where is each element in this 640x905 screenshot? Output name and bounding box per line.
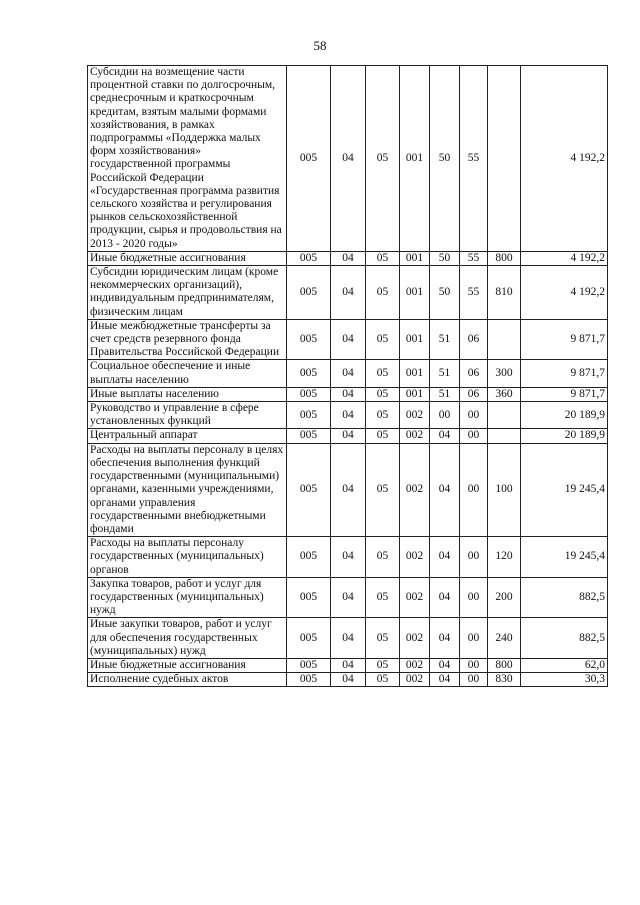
row-name: Иные межбюджетные трансферты за счет средств резервного фонда Правительства Российской Федерации <box>88 319 287 360</box>
amount: 4 192,2 <box>521 66 608 252</box>
target-article-part3: 00 <box>460 429 488 443</box>
row-name: Иные выплаты населению <box>88 387 287 401</box>
target-article-part1: 001 <box>400 251 430 265</box>
ministry-code: 005 <box>287 658 331 672</box>
amount: 4 192,2 <box>521 266 608 320</box>
amount: 19 245,4 <box>521 443 608 536</box>
ministry-code: 005 <box>287 360 331 387</box>
table-row <box>88 577 608 618</box>
section-code: 04 <box>331 658 366 672</box>
subsection-code: 05 <box>366 319 400 360</box>
subsection-code: 05 <box>366 266 400 320</box>
target-article-part2: 04 <box>430 658 460 672</box>
expense-type-code: 800 <box>488 251 521 265</box>
target-article-part1: 001 <box>400 266 430 320</box>
subsection-code: 05 <box>366 658 400 672</box>
subsection-code: 05 <box>366 360 400 387</box>
ministry-code: 005 <box>287 429 331 443</box>
row-name: Иные бюджетные ассигнования <box>88 251 287 265</box>
row-name: Иные закупки товаров, работ и услуг для обеспечения государственных (муниципальных) нужд <box>88 618 287 659</box>
amount: 20 189,9 <box>521 429 608 443</box>
ministry-code: 005 <box>287 537 331 578</box>
amount: 20 189,9 <box>521 402 608 429</box>
target-article-part3: 55 <box>460 66 488 252</box>
expense-type-code: 100 <box>488 443 521 536</box>
table-row <box>88 251 608 265</box>
ministry-code: 005 <box>287 443 331 536</box>
target-article-part3: 06 <box>460 387 488 401</box>
target-article-part1: 002 <box>400 577 430 618</box>
table-row <box>88 443 608 536</box>
ministry-code: 005 <box>287 266 331 320</box>
amount: 882,5 <box>521 618 608 659</box>
expense-type-code: 800 <box>488 658 521 672</box>
target-article-part2: 04 <box>430 443 460 536</box>
subsection-code: 05 <box>366 537 400 578</box>
amount: 9 871,7 <box>521 360 608 387</box>
table-row <box>88 319 608 360</box>
subsection-code: 05 <box>366 618 400 659</box>
target-article-part2: 04 <box>430 429 460 443</box>
expense-type-code <box>488 319 521 360</box>
table-row <box>88 402 608 429</box>
target-article-part2: 04 <box>430 673 460 687</box>
expense-type-code <box>488 66 521 252</box>
expense-type-code: 240 <box>488 618 521 659</box>
section-code: 04 <box>331 443 366 536</box>
section-code: 04 <box>331 618 366 659</box>
target-article-part1: 002 <box>400 443 430 536</box>
amount: 4 192,2 <box>521 251 608 265</box>
subsection-code: 05 <box>366 66 400 252</box>
table-row <box>88 387 608 401</box>
target-article-part3: 00 <box>460 402 488 429</box>
ministry-code: 005 <box>287 618 331 659</box>
target-article-part3: 55 <box>460 266 488 320</box>
target-article-part3: 55 <box>460 251 488 265</box>
subsection-code: 05 <box>366 251 400 265</box>
row-name: Центральный аппарат <box>88 429 287 443</box>
target-article-part2: 51 <box>430 360 460 387</box>
target-article-part1: 001 <box>400 66 430 252</box>
subsection-code: 05 <box>366 429 400 443</box>
target-article-part1: 001 <box>400 360 430 387</box>
expense-type-code <box>488 402 521 429</box>
target-article-part3: 06 <box>460 319 488 360</box>
target-article-part2: 04 <box>430 537 460 578</box>
expense-type-code: 300 <box>488 360 521 387</box>
target-article-part1: 002 <box>400 429 430 443</box>
subsection-code: 05 <box>366 402 400 429</box>
row-name: Иные бюджетные ассигнования <box>88 658 287 672</box>
row-name: Субсидии юридическим лицам (кроме некоммерческих организаций), индивидуальным предпринимателям, физическим лицам <box>88 266 287 320</box>
amount: 19 245,4 <box>521 537 608 578</box>
target-article-part3: 00 <box>460 618 488 659</box>
section-code: 04 <box>331 387 366 401</box>
target-article-part1: 002 <box>400 673 430 687</box>
target-article-part1: 002 <box>400 658 430 672</box>
target-article-part1: 002 <box>400 402 430 429</box>
row-name: Руководство и управление в сфере установленных функций <box>88 402 287 429</box>
ministry-code: 005 <box>287 577 331 618</box>
ministry-code: 005 <box>287 387 331 401</box>
target-article-part3: 06 <box>460 360 488 387</box>
section-code: 04 <box>331 429 366 443</box>
target-article-part1: 001 <box>400 387 430 401</box>
table-row <box>88 673 608 687</box>
table-row <box>88 658 608 672</box>
amount: 30,3 <box>521 673 608 687</box>
subsection-code: 05 <box>366 387 400 401</box>
target-article-part1: 001 <box>400 319 430 360</box>
target-article-part2: 51 <box>430 387 460 401</box>
subsection-code: 05 <box>366 673 400 687</box>
expense-type-code <box>488 429 521 443</box>
expense-type-code: 810 <box>488 266 521 320</box>
table-row <box>88 66 608 252</box>
amount: 9 871,7 <box>521 387 608 401</box>
section-code: 04 <box>331 251 366 265</box>
section-code: 04 <box>331 319 366 360</box>
section-code: 04 <box>331 266 366 320</box>
table-row <box>88 618 608 659</box>
row-name: Расходы на выплаты персоналу в целях обеспечения выполнения функций государственными (муниципальными) органами, казенными учреждениями, органами управления государственными внебюджетными фондами <box>88 443 287 536</box>
target-article-part2: 50 <box>430 266 460 320</box>
target-article-part2: 50 <box>430 251 460 265</box>
target-article-part1: 002 <box>400 537 430 578</box>
ministry-code: 005 <box>287 66 331 252</box>
target-article-part3: 00 <box>460 537 488 578</box>
section-code: 04 <box>331 577 366 618</box>
amount: 882,5 <box>521 577 608 618</box>
target-article-part3: 00 <box>460 577 488 618</box>
row-name: Расходы на выплаты персоналу государственных (муниципальных) органов <box>88 537 287 578</box>
target-article-part2: 00 <box>430 402 460 429</box>
target-article-part2: 50 <box>430 66 460 252</box>
target-article-part3: 00 <box>460 658 488 672</box>
section-code: 04 <box>331 66 366 252</box>
table-row <box>88 266 608 320</box>
subsection-code: 05 <box>366 443 400 536</box>
row-name: Исполнение судебных актов <box>88 673 287 687</box>
target-article-part2: 51 <box>430 319 460 360</box>
table-row <box>88 360 608 387</box>
ministry-code: 005 <box>287 402 331 429</box>
ministry-code: 005 <box>287 251 331 265</box>
page-number: 58 <box>313 38 327 53</box>
section-code: 04 <box>331 360 366 387</box>
section-code: 04 <box>331 673 366 687</box>
expense-type-code: 120 <box>488 537 521 578</box>
budget-table-body <box>88 66 608 687</box>
ministry-code: 005 <box>287 319 331 360</box>
ministry-code: 005 <box>287 673 331 687</box>
expense-type-code: 360 <box>488 387 521 401</box>
row-name: Субсидии на возмещение части процентной ставки по долгосрочным, среднесрочным и краткосрочным кредитам, взятым малыми формами хозяйствования, в рамках подпрограммы «Поддержка малых форм хозяйствования» государственной программы Российской Федерации «Государственная программа развития сельского хозяйства и регулирования рынков сельскохозяйственной продукции, сырья и продовольствия на 2013 - 2020 годы» <box>88 66 287 252</box>
amount: 62,0 <box>521 658 608 672</box>
target-article-part3: 00 <box>460 673 488 687</box>
table-row <box>88 537 608 578</box>
row-name: Закупка товаров, работ и услуг для государственных (муниципальных) нужд <box>88 577 287 618</box>
row-name: Социальное обеспечение и иные выплаты населению <box>88 360 287 387</box>
target-article-part1: 002 <box>400 618 430 659</box>
target-article-part3: 00 <box>460 443 488 536</box>
budget-table <box>87 65 608 687</box>
amount: 9 871,7 <box>521 319 608 360</box>
table-row <box>88 429 608 443</box>
expense-type-code: 830 <box>488 673 521 687</box>
section-code: 04 <box>331 537 366 578</box>
target-article-part2: 04 <box>430 577 460 618</box>
target-article-part2: 04 <box>430 618 460 659</box>
section-code: 04 <box>331 402 366 429</box>
expense-type-code: 200 <box>488 577 521 618</box>
subsection-code: 05 <box>366 577 400 618</box>
